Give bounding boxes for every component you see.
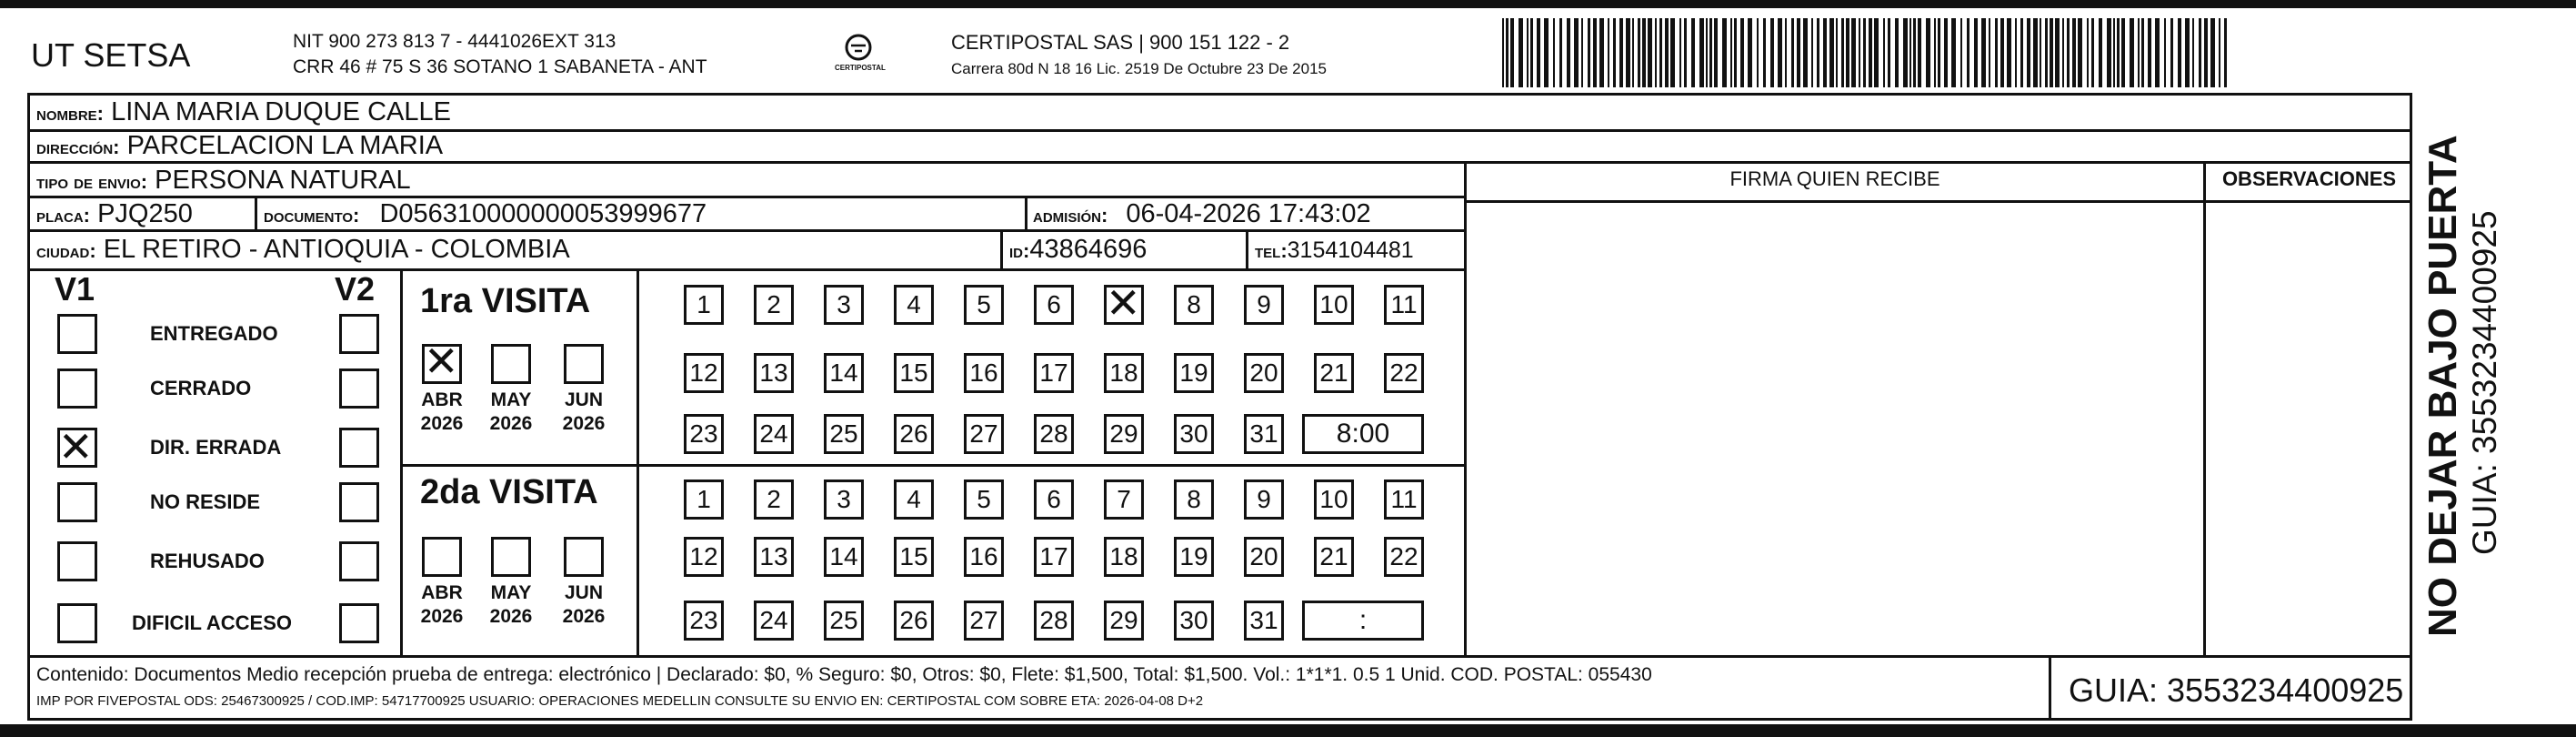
day-box[interactable]: 22 bbox=[1384, 353, 1424, 393]
placa-label: placa: bbox=[36, 204, 90, 227]
day-box[interactable]: 29 bbox=[1104, 414, 1144, 454]
day-box[interactable]: 4 bbox=[894, 480, 934, 520]
nombre-row bbox=[36, 96, 451, 130]
v2-checkbox[interactable] bbox=[339, 603, 379, 643]
v2-checkbox[interactable] bbox=[339, 482, 379, 522]
v2-header: V2 bbox=[335, 270, 376, 308]
day-box[interactable]: 16 bbox=[964, 353, 1004, 393]
day-box[interactable]: 22 bbox=[1384, 537, 1424, 577]
month-year: 2026 bbox=[562, 413, 606, 434]
tipo-row bbox=[36, 164, 411, 198]
id-label: id: bbox=[1009, 239, 1030, 262]
admision-value: 06-04-2026 17:43:02 bbox=[1126, 199, 1371, 228]
day-box[interactable]: 19 bbox=[1174, 537, 1214, 577]
month-year: 2026 bbox=[489, 413, 533, 434]
admision-row bbox=[1033, 197, 1371, 232]
day-box[interactable]: 25 bbox=[824, 601, 864, 641]
day-box[interactable]: 28 bbox=[1034, 601, 1074, 641]
day-box[interactable]: 16 bbox=[964, 537, 1004, 577]
day-box[interactable]: 26 bbox=[894, 601, 934, 641]
col-divider bbox=[255, 196, 257, 232]
day-box[interactable]: 31 bbox=[1244, 601, 1284, 641]
v1-checkbox[interactable] bbox=[57, 541, 97, 581]
day-box[interactable]: 5 bbox=[964, 480, 1004, 520]
v2-checkbox[interactable] bbox=[339, 541, 379, 581]
no-dejar-bajo-puerta: NO DEJAR BAJO PUERTA bbox=[2421, 135, 2465, 637]
row-divider bbox=[27, 268, 1466, 271]
top-border bbox=[0, 0, 2576, 8]
license-line: Carrera 80d N 18 16 Lic. 2519 De Octubre 23 De 2015 bbox=[951, 60, 1327, 77]
month-year: 2026 bbox=[489, 606, 533, 627]
side-guia: GUIA: 3553234400925 bbox=[2466, 210, 2503, 555]
day-box[interactable]: 12 bbox=[684, 537, 724, 577]
day-box[interactable]: 30 bbox=[1174, 601, 1214, 641]
time-box[interactable]: 8:00 bbox=[1302, 414, 1424, 454]
tipo-value: PERSONA NATURAL bbox=[155, 166, 411, 195]
footer-contenido: Contenido: Documentos Medio recepción prueba de entrega: electrónico | Declarado: $0, % Seguro: $0, Otros: $0, Flete: $1,500, Total: $1,500. Vol.: 1*1*1. 0.5 1 Unid. COD. POSTAL: 055430 bbox=[36, 664, 1652, 685]
day-box[interactable]: 15 bbox=[894, 353, 934, 393]
status-label: DIFICIL ACCESO bbox=[132, 611, 293, 634]
day-box[interactable]: 13 bbox=[754, 537, 794, 577]
day-box[interactable]: 3 bbox=[824, 285, 864, 325]
day-box[interactable]: 24 bbox=[754, 601, 794, 641]
day-box[interactable]: 30 bbox=[1174, 414, 1214, 454]
day-box[interactable]: 28 bbox=[1034, 414, 1074, 454]
address-line: CRR 46 # 75 S 36 SOTANO 1 SABANETA - ANT bbox=[293, 56, 707, 77]
month-name: MAY bbox=[490, 389, 532, 410]
direccion-value: PARCELACION LA MARIA bbox=[126, 131, 444, 160]
day-box[interactable]: 10 bbox=[1314, 285, 1354, 325]
day-box[interactable]: 11 bbox=[1384, 285, 1424, 325]
month-name: ABR bbox=[421, 582, 463, 603]
day-box[interactable]: 19 bbox=[1174, 353, 1214, 393]
col-divider bbox=[1464, 161, 1467, 657]
day-box[interactable]: 15 bbox=[894, 537, 934, 577]
day-box[interactable]: 8 bbox=[1174, 480, 1214, 520]
certipostal-line: CERTIPOSTAL SAS | 900 151 122 - 2 bbox=[951, 31, 1290, 54]
tel-label: tel: bbox=[1255, 239, 1288, 262]
day-box[interactable]: 21 bbox=[1314, 537, 1354, 577]
day-box[interactable]: 8 bbox=[1174, 285, 1214, 325]
id-row bbox=[1009, 233, 1147, 268]
time-box[interactable]: : bbox=[1302, 601, 1424, 641]
month-name: JUN bbox=[564, 582, 603, 603]
company-name: UT SETSA bbox=[31, 36, 191, 74]
month-year: 2026 bbox=[562, 606, 606, 627]
ciudad-value: EL RETIRO - ANTIOQUIA - COLOMBIA bbox=[103, 235, 570, 264]
ciudad-row bbox=[36, 233, 570, 268]
documento-row bbox=[264, 197, 707, 232]
day-box[interactable]: 27 bbox=[964, 414, 1004, 454]
nombre-label: nombre: bbox=[36, 102, 104, 125]
status-label: NO RESIDE bbox=[150, 490, 261, 513]
col-divider bbox=[2203, 161, 2206, 657]
day-box[interactable]: 21 bbox=[1314, 353, 1354, 393]
tipo-label: tipo de envio: bbox=[36, 170, 148, 193]
col-divider bbox=[1025, 196, 1027, 232]
ciudad-label: ciudad: bbox=[36, 239, 96, 262]
day-box[interactable]: 18 bbox=[1104, 537, 1144, 577]
month-checkbox[interactable] bbox=[491, 537, 531, 577]
day-box[interactable]: 25 bbox=[824, 414, 864, 454]
day-box[interactable]: 14 bbox=[824, 537, 864, 577]
day-box[interactable]: 27 bbox=[964, 601, 1004, 641]
day-box[interactable]: 1 bbox=[684, 285, 724, 325]
col-divider bbox=[1000, 229, 1003, 269]
v1-checkbox[interactable] bbox=[57, 314, 97, 354]
v1-checkbox[interactable] bbox=[57, 603, 97, 643]
day-box[interactable]: 6 bbox=[1034, 480, 1074, 520]
certipostal-logo bbox=[835, 33, 886, 78]
firma-label: FIRMA QUIEN RECIBE bbox=[1729, 167, 1940, 190]
col-divider bbox=[2049, 655, 2051, 721]
month-year: 2026 bbox=[420, 413, 464, 434]
tel-value: 3154104481 bbox=[1287, 237, 1414, 263]
direccion-label: dirección: bbox=[36, 136, 120, 158]
first-visit-title: 1ra VISITA bbox=[420, 282, 591, 320]
tel-row bbox=[1255, 233, 1414, 268]
month-checkbox[interactable] bbox=[564, 537, 604, 577]
status-label: ENTREGADO bbox=[150, 322, 278, 345]
day-box[interactable]: 6 bbox=[1034, 285, 1074, 325]
day-box[interactable]: 20 bbox=[1244, 537, 1284, 577]
day-box[interactable]: 5 bbox=[964, 285, 1004, 325]
day-box[interactable]: 17 bbox=[1034, 537, 1074, 577]
month-checkbox[interactable] bbox=[422, 537, 462, 577]
v1-checkbox[interactable] bbox=[57, 368, 97, 409]
day-box[interactable]: 26 bbox=[894, 414, 934, 454]
v1-checkbox[interactable] bbox=[57, 482, 97, 522]
footer-imp: IMP POR FIVEPOSTAL ODS: 25467300925 / COD.IMP: 54717700925 USUARIO: OPERACIONES MEDELLIN CONSULTE SU ENVIO EN: CERTIPOSTAL COM SOBRE ETA: 2026-04-08 D+2 bbox=[36, 693, 1204, 709]
day-box[interactable]: 7 bbox=[1104, 480, 1144, 520]
day-box[interactable]: 20 bbox=[1244, 353, 1284, 393]
documento-value: D056310000000053999677 bbox=[379, 199, 707, 228]
v2-checkbox[interactable] bbox=[339, 368, 379, 409]
month-checkbox[interactable] bbox=[491, 344, 531, 384]
day-box[interactable]: 9 bbox=[1244, 285, 1284, 325]
day-box[interactable]: 17 bbox=[1034, 353, 1074, 393]
month-name: ABR bbox=[421, 389, 463, 410]
checkmark-icon: ✕ bbox=[1106, 278, 1141, 328]
placa-row bbox=[36, 197, 193, 232]
day-box[interactable]: 18 bbox=[1104, 353, 1144, 393]
month-name: MAY bbox=[490, 582, 532, 603]
documento-label: documento: bbox=[264, 204, 360, 227]
checkmark-icon: ✕ bbox=[58, 422, 94, 471]
v1-header: V1 bbox=[55, 270, 95, 308]
day-box[interactable]: 13 bbox=[754, 353, 794, 393]
day-box[interactable]: 14 bbox=[824, 353, 864, 393]
day-box[interactable]: 23 bbox=[684, 601, 724, 641]
checkmark-icon: ✕ bbox=[424, 337, 459, 386]
visit-divider bbox=[403, 464, 1464, 467]
day-box[interactable]: 1 bbox=[684, 480, 724, 520]
second-visit-title: 2da VISITA bbox=[420, 473, 598, 511]
status-label: CERRADO bbox=[150, 377, 252, 399]
signature-header-line bbox=[1464, 200, 2412, 203]
status-label: REHUSADO bbox=[150, 550, 265, 572]
barcode bbox=[1502, 18, 2235, 87]
placa-value: PJQ250 bbox=[97, 199, 193, 228]
day-box[interactable]: 31 bbox=[1244, 414, 1284, 454]
day-box[interactable]: 23 bbox=[684, 414, 724, 454]
status-label: DIR. ERRADA bbox=[150, 436, 282, 459]
day-box[interactable]: 2 bbox=[754, 480, 794, 520]
day-box[interactable]: 11 bbox=[1384, 480, 1424, 520]
nombre-value: LINA MARIA DUQUE CALLE bbox=[111, 97, 451, 126]
bottom-border bbox=[0, 724, 2576, 737]
day-box[interactable]: 12 bbox=[684, 353, 724, 393]
v2-checkbox[interactable] bbox=[339, 428, 379, 468]
footer-divider bbox=[27, 655, 2412, 658]
admision-label: admisión: bbox=[1033, 204, 1108, 227]
month-year: 2026 bbox=[420, 606, 464, 627]
day-box[interactable]: 29 bbox=[1104, 601, 1144, 641]
col-divider bbox=[400, 269, 403, 656]
day-box[interactable]: 10 bbox=[1314, 480, 1354, 520]
logo-text: CERTIPOSTAL bbox=[835, 64, 886, 72]
day-box[interactable]: 2 bbox=[754, 285, 794, 325]
id-value: 43864696 bbox=[1029, 235, 1148, 264]
observaciones-label: OBSERVACIONES bbox=[2221, 167, 2397, 190]
month-checkbox[interactable] bbox=[564, 344, 604, 384]
day-box[interactable]: 4 bbox=[894, 285, 934, 325]
day-box[interactable]: 9 bbox=[1244, 480, 1284, 520]
col-divider bbox=[636, 269, 639, 656]
day-box[interactable]: 24 bbox=[754, 414, 794, 454]
footer-guia: GUIA: 3553234400925 bbox=[2069, 671, 2404, 709]
day-box[interactable]: 3 bbox=[824, 480, 864, 520]
v2-checkbox[interactable] bbox=[339, 314, 379, 354]
nit-line: NIT 900 273 813 7 - 4441026EXT 313 bbox=[293, 31, 616, 52]
col-divider bbox=[1246, 229, 1248, 269]
direccion-row bbox=[36, 129, 443, 164]
month-name: JUN bbox=[564, 389, 603, 410]
